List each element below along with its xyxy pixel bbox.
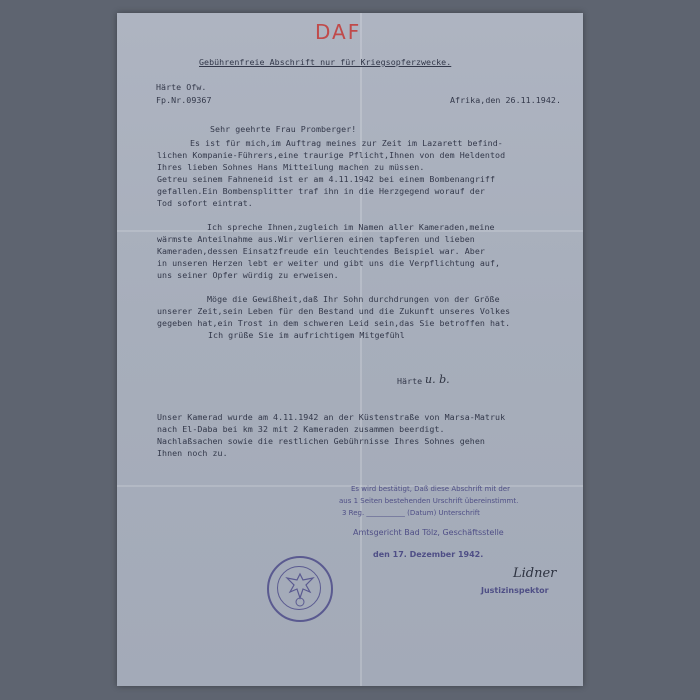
body-line: Möge die Gewißheit,daß Ihr Sohn durchdrungen von der Größe — [207, 294, 500, 304]
signed-mark: u. b. — [425, 373, 450, 386]
place-date: Afrika,den 26.11.1942. — [450, 95, 561, 105]
postscript-line: Nachlaßsachen sowie die restlichen Gebührnisse Ihres Sohnes gehen — [157, 436, 485, 446]
certification-date: den 17. Dezember 1942. — [373, 550, 484, 559]
body-line: unserer Zeit,sein Leben für den Bestand und die Zukunft unseres Volkes — [157, 306, 511, 316]
signed-name: Härte — [397, 376, 423, 386]
body-line: gegeben hat,ein Trost in dem schweren Leid sein,das Sie betroffen hat. — [157, 318, 511, 328]
postscript-line: Unser Kamerad wurde am 4.11.1942 an der Küstenstraße von Marsa-Matruk — [157, 412, 506, 422]
certification-line: Es wird bestätigt, Daß diese Abschrift mit der — [351, 485, 510, 493]
document-page — [117, 13, 583, 686]
certification-line: aus 1 Seiten bestehenden Urschrift übereinstimmt. — [339, 497, 519, 505]
field-post-number: Fp.Nr.09367 — [156, 95, 212, 105]
body-line: Ich spreche Ihnen,zugleich im Namen aller Kameraden,meine — [207, 222, 495, 232]
body-line: Kameraden,dessen Einsatzfreude ein leuchtendes Beispiel war. Aber — [157, 246, 485, 256]
body-line: Tod sofort eintrat. — [157, 198, 253, 208]
postscript-line: Ihnen noch zu. — [157, 448, 228, 458]
handwritten-annotation: DAF — [315, 20, 362, 44]
body-line: wärmste Anteilnahme aus.Wir verlieren einen tapferen und lieben — [157, 234, 475, 244]
body-line: Getreu seinem Fahneneid ist er am 4.11.1942 bei einem Bombenangriff — [157, 174, 496, 184]
body-line: gefallen.Ein Bombensplitter traf ihn in die Herzgegend worauf der — [157, 186, 485, 196]
eagle-emblem-icon — [269, 558, 331, 620]
court-seal — [267, 556, 333, 622]
fold-line-vertical — [360, 13, 362, 686]
postscript-line: nach El-Daba bei km 32 mit 2 Kameraden zusammen beerdigt. — [157, 424, 445, 434]
body-line: Ich grüße Sie im aufrichtigem Mitgefühl — [208, 330, 405, 340]
certification-line: 3 Reg. ___________ (Datum) Unterschrift — [342, 509, 480, 517]
body-line: lichen Kompanie-Führers,eine traurige Pflicht,Ihnen von dem Heldentod — [157, 150, 506, 160]
body-line: Es ist für mich,im Auftrag meines zur Zeit im Lazarett befind- — [190, 138, 503, 148]
fold-line-lower — [117, 485, 583, 487]
official-signature: Lidner — [513, 566, 557, 581]
sender-name: Härte Ofw. — [156, 82, 207, 92]
official-title: Justizinspektor — [481, 586, 549, 595]
salutation: Sehr geehrte Frau Promberger! — [210, 124, 357, 134]
body-line: Ihres lieben Sohnes Hans Mitteilung machen zu müssen. — [157, 162, 425, 172]
court-office: Amtsgericht Bad Tölz, Geschäftsstelle — [353, 528, 504, 537]
body-line: uns seiner Opfer würdig zu erweisen. — [157, 270, 339, 280]
document-header: Gebührenfreie Abschrift nur für Kriegsopferzwecke. — [199, 57, 452, 67]
body-line: in unseren Herzen lebt er weiter und gibt uns die Verpflichtung auf, — [157, 258, 501, 268]
